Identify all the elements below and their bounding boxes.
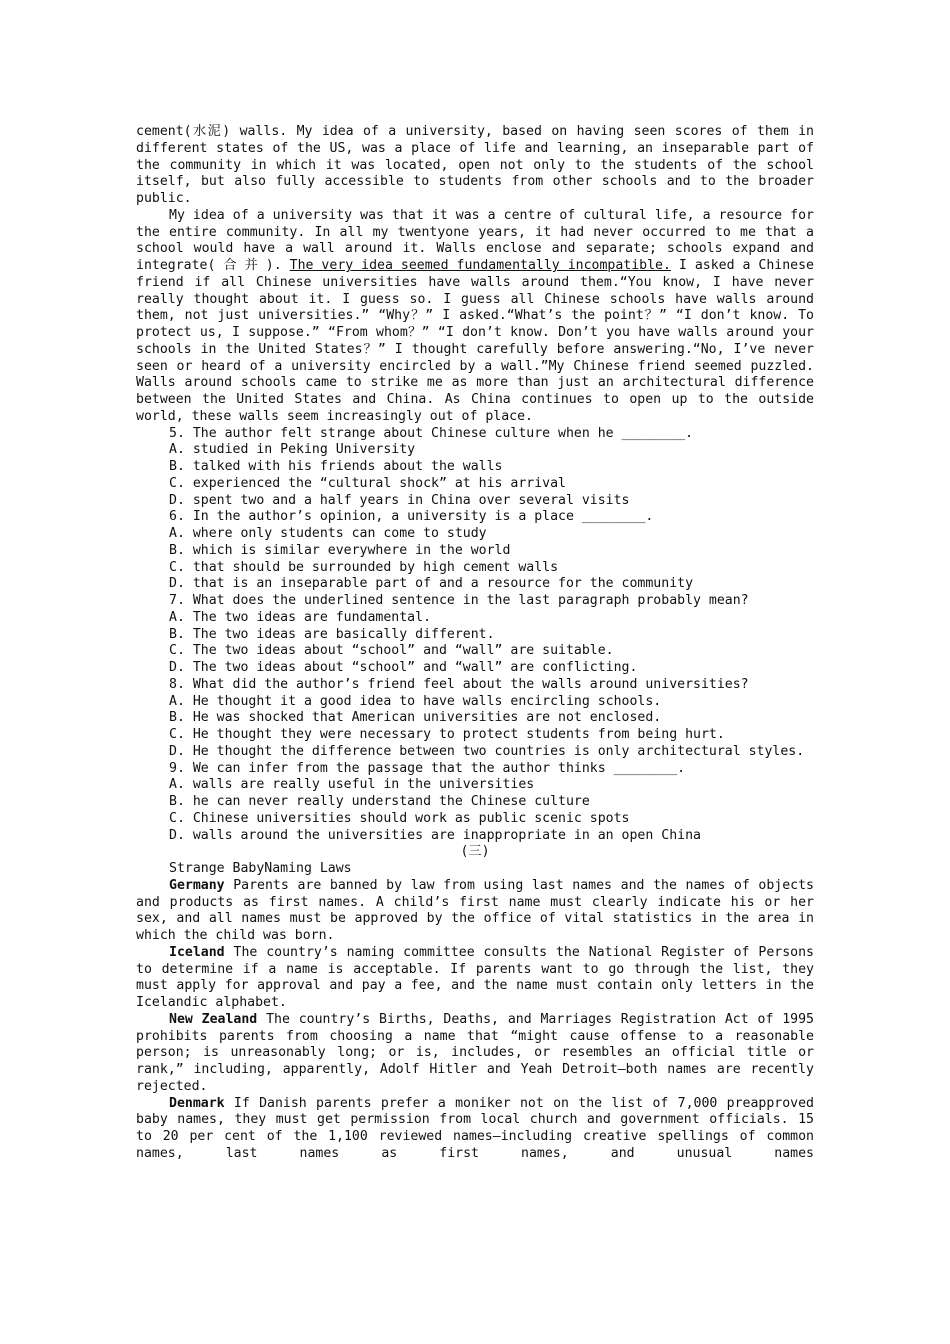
- question-stem: 9. We can infer from the passage that the author thinks ________.: [169, 760, 686, 776]
- passage-paragraph: cement(水泥) walls. My idea of a university, based on having seen scores of them in different states of the US, was a place of life and learning, an inseparable part of the community in which it was located, open not only to the students of the school itself, but also fully accessible to students from other schools and to the broader public.: [136, 124, 814, 206]
- question-stem: 5. The author felt strange about Chinese culture when he ________.: [169, 425, 694, 441]
- answer-option: C. experienced the “cultural shock” at his arrival: [169, 475, 566, 491]
- country-entry: [136, 1012, 814, 1096]
- answer-option: D. spent two and a half years in China over several visits: [169, 492, 630, 508]
- country-entry: [136, 1096, 814, 1163]
- answer-option: B. which is similar everywhere in the world: [169, 542, 511, 558]
- section-marker: (三): [460, 844, 490, 860]
- entry-text: The country’s naming committee consults the National Register of Persons to determine if a name is acceptable. If parents want to go through the list, they must apply for approval and pay a fee, and the name must contain only letters in the Icelandic alphabet.: [136, 944, 814, 1010]
- answer-option: B. The two ideas are basically different.: [169, 626, 495, 642]
- document-page: [136, 124, 814, 1163]
- passage-title: Strange BabyNaming Laws: [169, 861, 352, 876]
- answer-option: C. He thought they were necessary to protect students from being hurt.: [169, 727, 725, 742]
- paragraph-text: I asked a Chinese friend if all Chinese universities have walls around them.“You know, I have never really thought about it. I guess so. I guess all Chinese schools have walls around them, not just universities.” “Why？” I asked.“What’s the point？” “I don’t know. To protect us, I suppose.” “From whom？” “I don’t know. Don’t you have walls around your schools in the United States？” I thought carefully before answering.“No, I’ve never seen or heard of a university encircled by a wall.”My Chinese friend seemed puzzled. Walls around schools came to strike me as more than just an architectural difference between the United States and China. As China continues to open up to the outside world, these walls seem increasingly out of place.: [136, 258, 814, 424]
- question-stem: 8. What did the author’s friend feel about the walls around universities?: [169, 676, 749, 692]
- answer-option: D. walls around the universities are inappropriate in an open China: [169, 827, 701, 843]
- paragraph-text: My idea of a university was that it was a centre of cultural life, a resource for the entire community. In all my twentyone years, it had never occurred to me that a school would have a wall around it. Walls enclose and separate; schools expand and integrate( 合 并 ).: [136, 207, 814, 273]
- country-entry: [136, 878, 814, 945]
- entry-text: If Danish parents prefer a moniker not on the list of 7,000 preapproved baby names, they must get permission from local church and government officials. 15 to 20 per cent of the 1,100 reviewed names—including creative spellings of common names, last names as first names, and unusual names: [136, 1095, 814, 1161]
- answer-option: A. The two ideas are fundamental.: [169, 609, 432, 625]
- entry-text: Parents are banned by law from using last names and the names of objects and products as first names. A child’s first name must clearly indicate his or her sex, and all names must be approved by the office of vital statistics in the area in which the child was born.: [136, 877, 814, 943]
- country-name: Denmark: [169, 1095, 225, 1111]
- answer-option: D. He thought the difference between two countries is only architectural styles.: [169, 743, 805, 759]
- answer-option: B. he can never really understand the Chinese culture: [169, 794, 590, 809]
- country-name: New Zealand: [169, 1011, 258, 1027]
- answer-option: C. Chinese universities should work as public scenic spots: [169, 810, 630, 826]
- answer-option: B. He was shocked that American universities are not enclosed.: [169, 710, 662, 726]
- country-name: Germany: [169, 877, 225, 893]
- answer-option: D. The two ideas about “school” and “wall” are conflicting.: [169, 660, 638, 675]
- answer-option: B. talked with his friends about the walls: [169, 459, 503, 474]
- answer-option: C. The two ideas about “school” and “wall” are suitable.: [169, 643, 614, 659]
- entry-text: The country’s Births, Deaths, and Marriages Registration Act of 1995 prohibits parents from choosing a name that “might cause offense to a reasonable person; is unreasonably long; or is, includes, or resembles an official title or rank,” including, apparently, Adolf Hitler and Yeah Detroit—both names are recently rejected.: [136, 1011, 814, 1094]
- answer-option: A. where only students can come to study: [169, 526, 487, 541]
- answer-option: A. He thought it a good idea to have walls encircling schools.: [169, 693, 662, 709]
- question-stem: 7. What does the underlined sentence in the last paragraph probably mean?: [169, 593, 749, 608]
- country-name: Iceland: [169, 944, 225, 960]
- answer-option: A. walls are really useful in the universities: [169, 777, 535, 793]
- country-entry: [136, 945, 814, 1012]
- answer-option: A. studied in Peking University: [169, 442, 416, 458]
- passage-paragraph: [136, 208, 814, 426]
- answer-option: D. that is an inseparable part of and a resource for the community: [169, 576, 694, 592]
- question-stem: 6. In the author’s opinion, a university is a place ________.: [169, 509, 654, 525]
- underlined-sentence: The very idea seemed fundamentally incompatible.: [289, 258, 671, 273]
- answer-option: C. that should be surrounded by high cement walls: [169, 559, 559, 575]
